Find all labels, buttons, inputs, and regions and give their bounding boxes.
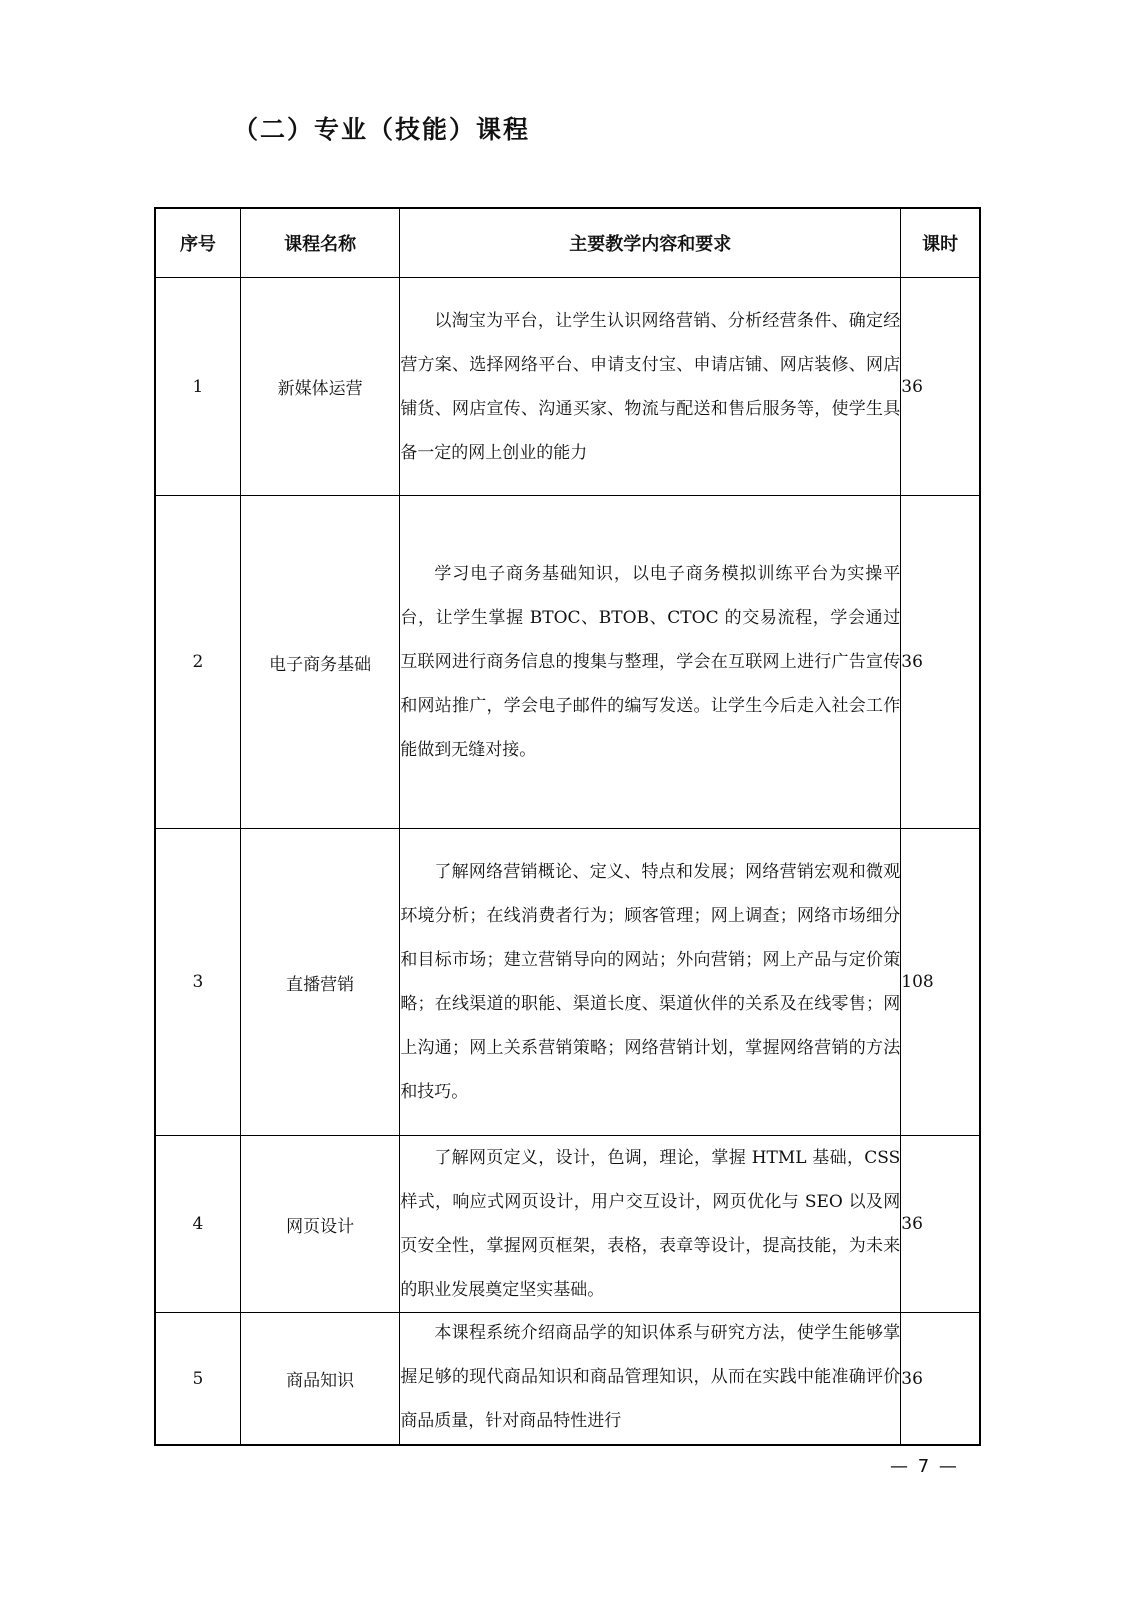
course-hours: 36 [901, 1136, 980, 1313]
course-content [400, 1136, 901, 1313]
row-no: 3 [155, 829, 240, 1136]
table-row [155, 1313, 980, 1446]
course-name: 电子商务基础 [240, 496, 399, 829]
table-row [155, 1136, 980, 1313]
table-row [155, 829, 980, 1136]
course-content [400, 496, 901, 829]
course-content [400, 829, 901, 1136]
course-table [154, 207, 981, 1446]
course-name: 新媒体运营 [240, 278, 399, 496]
course-content-text: 本课程系统介绍商品学的知识体系与研究方法，使学生能够掌握足够的现代商品知识和商品管理知识，从而在实践中能准确评价商品质量，针对商品特性进行 [400, 1323, 901, 1431]
row-no: 5 [155, 1313, 240, 1446]
course-content [400, 1313, 901, 1446]
course-content-text: 了解网页定义，设计，色调，理论，掌握 HTML 基础，CSS 样式，响应式网页设计，用户交互设计，网页优化与 SEO 以及网页安全性，掌握网页框架，表格，表章等设计，提高技能，为未来的职业发展奠定坚实基础。 [400, 1148, 901, 1300]
course-hours: 36 [901, 278, 980, 496]
section-title: （二）专业（技能）课程 [233, 115, 531, 144]
row-no: 1 [155, 278, 240, 496]
course-hours: 108 [901, 829, 980, 1136]
header-course-name: 课程名称 [240, 208, 399, 278]
course-name: 网页设计 [240, 1136, 399, 1313]
course-name: 直播营销 [240, 829, 399, 1136]
course-hours: 36 [901, 1313, 980, 1446]
table-header-row [155, 208, 980, 278]
course-content-text: 学习电子商务基础知识，以电子商务模拟训练平台为实操平台，让学生掌握 BTOC、BTOB、CTOC 的交易流程，学会通过互联网进行商务信息的搜集与整理，学会在互联网上进行广告宣传和网站推广，学会电子邮件的编写发送。让学生今后走入社会工作能做到无缝对接。 [400, 564, 901, 760]
course-content [400, 278, 901, 496]
table-row [155, 496, 980, 829]
header-content: 主要教学内容和要求 [400, 208, 901, 278]
course-content-text: 以淘宝为平台，让学生认识网络营销、分析经营条件、确定经营方案、选择网络平台、申请支付宝、申请店铺、网店装修、网店铺货、网店宣传、沟通买家、物流与配送和售后服务等，使学生具备一定的网上创业的能力 [400, 310, 901, 463]
table-row [155, 278, 980, 496]
page-number: — 7 — [890, 1456, 959, 1477]
course-name: 商品知识 [240, 1313, 399, 1446]
header-no: 序号 [155, 208, 240, 278]
course-hours: 36 [901, 496, 980, 829]
header-hours: 课时 [901, 208, 980, 278]
row-no: 2 [155, 496, 240, 829]
row-no: 4 [155, 1136, 240, 1313]
course-content-text: 了解网络营销概论、定义、特点和发展；网络营销宏观和微观环境分析；在线消费者行为；顾客管理；网上调查；网络市场细分和目标市场；建立营销导向的网站；外向营销；网上产品与定价策略；在线渠道的职能、渠道长度、渠道伙伴的关系及在线零售；网上沟通；网上关系营销策略；网络营销计划，掌握网络营销的方法和技巧。 [400, 862, 901, 1102]
